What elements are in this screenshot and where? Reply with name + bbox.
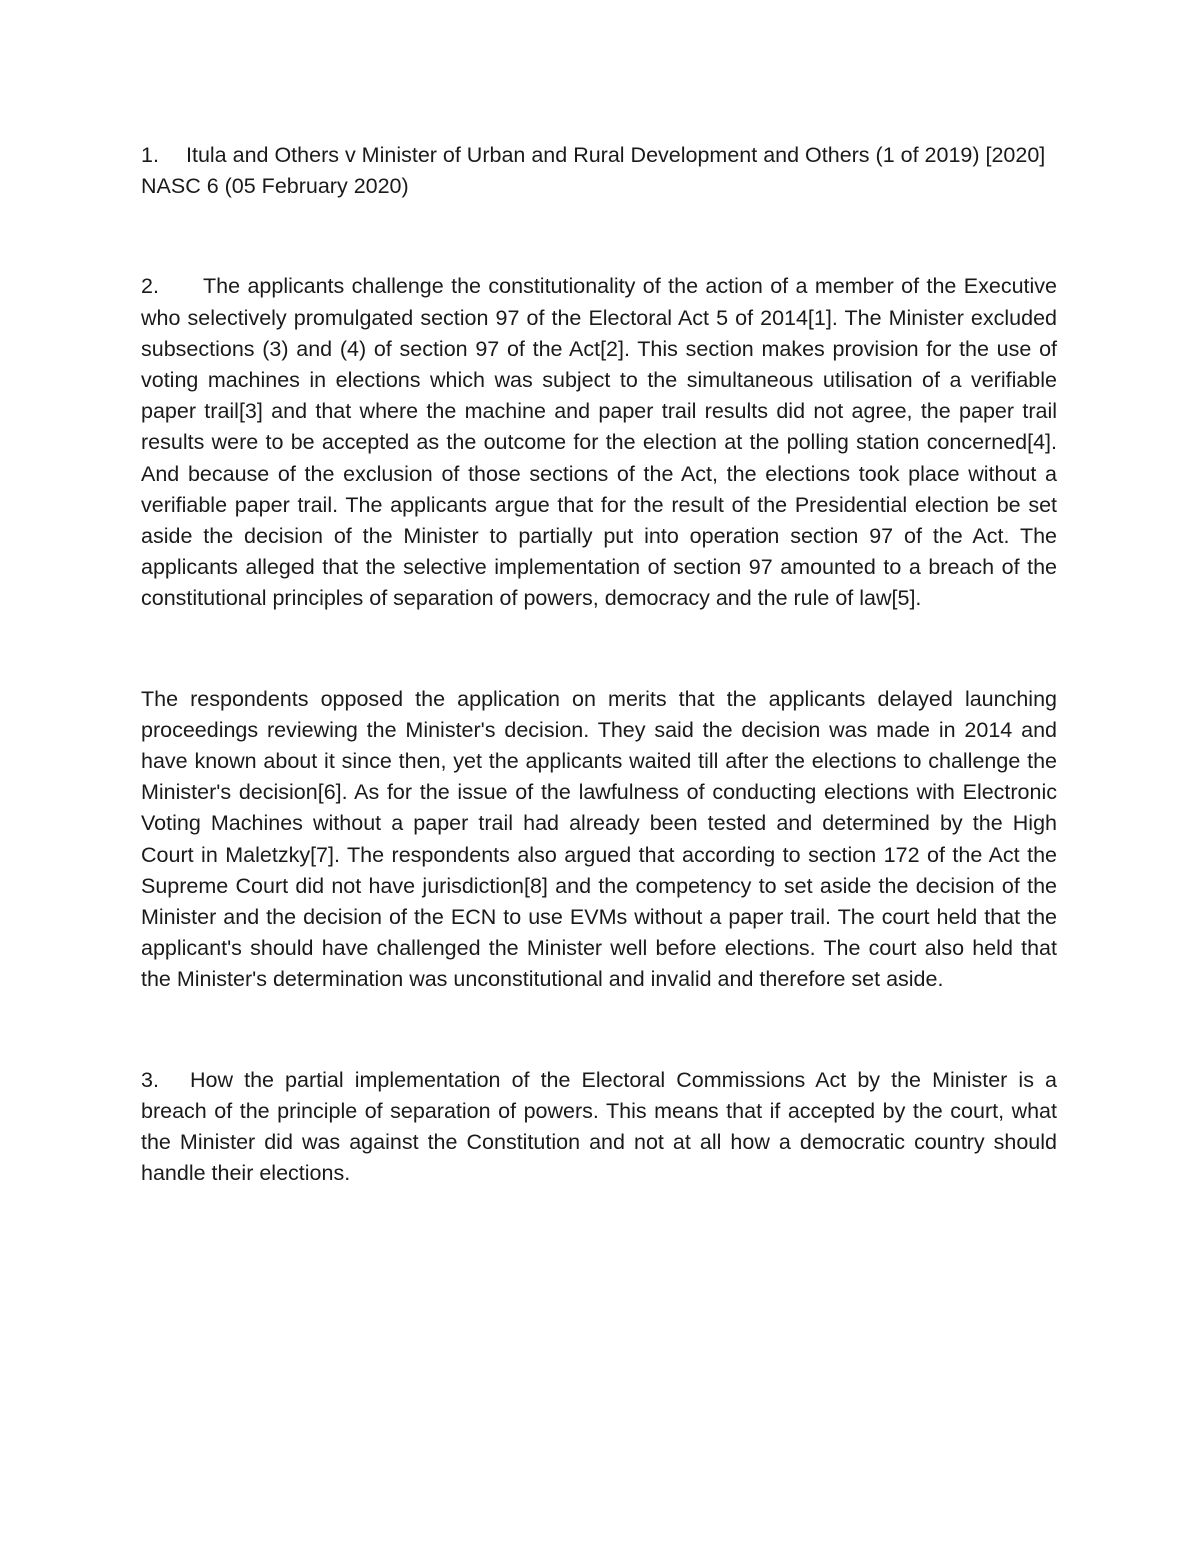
paragraph-text: The applicants challenge the constitutionality of the action of a member of the Executive who selectively promulgated section 97 of the Electoral Act 5 of 2014[1]. The Minister excluded subsections (3) and (4) of section 97 of the Act[2]. This section makes provision for the use of voting machines in elections which was subject to the simultaneous utilisation of a verifiable paper trail[3] and that where the machine and paper trail results did not agree, the paper trail results were to be accepted as the outcome for the election at the polling station concerned[4]. And because of the exclusion of those sections of the Act, the elections took place without a verifiable paper trail. The applicants argue that for the result of the Presidential election be set aside the decision of the Minister to partially put into operation section 97 of the Act. The applicants alleged that the selective implementation of section 97 amounted to a breach of the constitutional principles of separation of powers, democracy and the rule of law[5]. (141, 274, 1057, 611)
paragraph-text: The respondents opposed the application on merits that the applicants delayed launching proceedings reviewing the Minister's decision. They said the decision was made in 2014 and have known about it since then, yet the applicants waited till after the elections to challenge the Minister's decision[6]. As for the issue of the lawfulness of conducting elections with Electronic Voting Machines without a paper trail had already been tested and determined by the High Court in Maletzky[7]. The respondents also argued that according to section 172 of the Act the Supreme Court did not have jurisdiction[8] and the competency to set aside the decision of the Minister and the decision of the ECN to use EVMs without a paper trail. The court held that the applicant's should have challenged the Minister well before elections. The court also held that the Minister's determination was unconstitutional and invalid and therefore set aside. (141, 686, 1057, 992)
paragraph-3 (141, 1065, 1057, 1190)
paragraph-1 (141, 140, 1057, 202)
paragraph-text: How the partial implementation of the Electoral Commissions Act by the Minister is a breach of the principle of separation of powers. This means that if accepted by the court, what the Minister did was against the Constitution and not at all how a democratic country should handle their elections. (141, 1067, 1057, 1186)
document-body (141, 140, 1057, 1189)
paragraph-number: 2. (141, 274, 159, 299)
paragraph-text: Itula and Others v Minister of Urban and Rural Development and Others (1 of 2019) [2020] NASC 6 (05 February 2020) (141, 143, 1046, 199)
paragraph-respondents (141, 684, 1057, 996)
paragraph-number: 3. (141, 1067, 159, 1092)
paragraph-2 (141, 271, 1057, 614)
paragraph-number: 1. (141, 143, 159, 167)
